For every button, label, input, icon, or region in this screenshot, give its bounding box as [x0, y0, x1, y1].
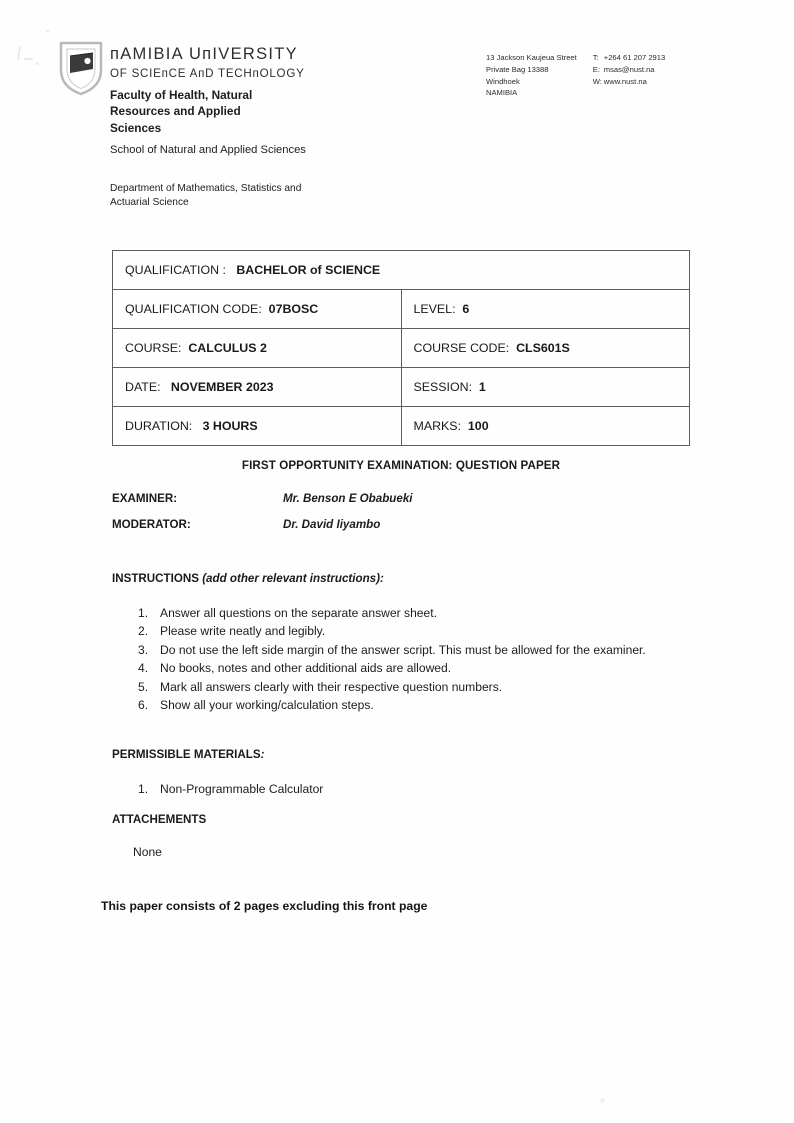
website-row: [593, 76, 665, 88]
list-item: [138, 622, 698, 640]
address-line: Windhoek: [486, 76, 520, 86]
course-code-label: COURSE CODE:: [413, 341, 510, 355]
contact-channels: [593, 52, 665, 99]
school-name: School of Natural and Applied Sciences: [110, 144, 306, 156]
contact-block: [486, 52, 665, 99]
list-item: [138, 678, 698, 696]
address-line: Private Bag 13388: [486, 64, 549, 74]
department-name: Department of Mathematics, Statistics and Actuarial Science: [110, 183, 302, 208]
list-item: [138, 696, 698, 714]
permissible-materials-heading-note: :: [260, 748, 265, 761]
nust-shield-crest-logo-icon: [58, 40, 104, 96]
list-item-number: 1.: [138, 782, 149, 796]
instructions-list: [138, 604, 698, 714]
list-item: [138, 659, 698, 677]
institution-name-line1: ᴨAMIBIA UᴨIVERSITY: [110, 45, 298, 63]
document-header: [0, 0, 794, 215]
institution-name: [110, 45, 410, 81]
moderator-name: Dr. David Iiyambo: [283, 518, 381, 531]
session-cell: [401, 368, 690, 407]
level-cell: [401, 290, 690, 329]
table-row-qualification-code: [113, 290, 690, 329]
list-item-text: Show all your working/calculation steps.: [160, 697, 374, 712]
qualification-value: BACHELOR of SCIENCE: [236, 263, 381, 277]
exam-info-table: [112, 250, 690, 446]
list-item: [138, 641, 698, 659]
table-row-duration: [113, 407, 690, 446]
course-cell: [113, 329, 402, 368]
staff-block: [112, 492, 690, 544]
postal-address: [486, 52, 577, 99]
phone-row: [593, 52, 665, 64]
qualification-cell: [113, 251, 690, 290]
examiner-label: EXAMINER:: [112, 492, 178, 505]
list-item-number: 2.: [138, 624, 149, 639]
list-item: [138, 604, 698, 622]
instructions-heading-note: (add other relevant instructions):: [202, 572, 384, 585]
faculty-name: Faculty of Health, Natural Resources and Applied Sciences: [110, 88, 253, 135]
attachements-value: None: [133, 845, 162, 859]
page-count-note: This paper consists of 2 pages excluding this front page: [101, 899, 428, 913]
marks-cell: [401, 407, 690, 446]
list-item-text: No books, notes and other additional aids are allowed.: [160, 661, 452, 676]
date-cell: [113, 368, 402, 407]
course-code-value: CLS601S: [516, 341, 570, 355]
institution-name-line2: OF SCIEᴨCE AᴨD TECHᴨOLOGY: [110, 66, 305, 80]
instructions-heading-main: INSTRUCTIONS: [112, 572, 199, 585]
course-value: CALCULUS 2: [188, 341, 267, 355]
table-row-qualification: [113, 251, 690, 290]
list-item-number: 6.: [138, 697, 149, 712]
date-value: NOVEMBER 2023: [170, 380, 274, 394]
examiner-row: [112, 492, 690, 505]
moderator-row: [112, 518, 690, 531]
permissible-materials-heading-main: PERMISSIBLE MATERIALS: [112, 748, 261, 761]
email-value: msas@nust.na: [603, 64, 655, 74]
level-label: LEVEL:: [413, 302, 456, 316]
list-item-number: 1.: [138, 606, 149, 620]
list-item-text: Mark all answers clearly with their respective question numbers.: [160, 679, 503, 694]
instructions-heading: [112, 572, 384, 585]
session-value: 1: [478, 380, 486, 394]
address-line: 13 Jackson Kaujeua Street: [486, 53, 577, 62]
exam-paper-title: FIRST OPPORTUNITY EXAMINATION: QUESTION PAPER: [241, 459, 561, 472]
list-item-number: 5.: [138, 679, 149, 694]
website-value: www.nust.na: [603, 76, 647, 86]
attachements-heading: ATTACHEMENTS: [112, 813, 207, 826]
website-label: W:: [592, 76, 602, 86]
marks-value: 100: [467, 419, 489, 433]
level-value: 6: [462, 302, 470, 316]
course-code-cell: [401, 329, 690, 368]
list-item-text: Answer all questions on the separate answer sheet.: [160, 606, 437, 620]
qualification-code-label: QUALIFICATION CODE:: [125, 302, 262, 316]
phone-label: T:: [592, 53, 599, 62]
duration-value: 3 HOURS: [202, 419, 258, 433]
list-item-text: Do not use the left side margin of the answer script. This must be allowed for the examiner.: [160, 642, 646, 657]
list-item-number: 3.: [138, 642, 149, 657]
email-row: [593, 64, 665, 76]
course-label: COURSE:: [125, 341, 182, 355]
moderator-label: MODERATOR:: [112, 518, 191, 531]
list-item: [138, 780, 538, 798]
qualification-code-value: 07BOSC: [268, 302, 319, 316]
duration-cell: [113, 407, 402, 446]
list-item-number: 4.: [138, 661, 149, 676]
phone-value: +264 61 207 2913: [603, 53, 666, 62]
marks-label: MARKS:: [413, 419, 462, 433]
address-line: NAMIBIA: [486, 88, 518, 98]
session-label: SESSION:: [413, 380, 473, 394]
examiner-name: Mr. Benson E Obabueki: [283, 492, 413, 505]
email-label: E:: [592, 64, 600, 74]
list-item-text: Please write neatly and legibly.: [160, 624, 326, 639]
permissible-materials-list: [138, 780, 538, 798]
table-row-date: [113, 368, 690, 407]
permissible-materials-heading: [112, 748, 264, 761]
table-row-course: [113, 329, 690, 368]
qualification-label: QUALIFICATION :: [125, 263, 226, 277]
duration-label: DURATION:: [125, 419, 193, 433]
qualification-code-cell: [113, 290, 402, 329]
scan-artifact: [600, 1098, 605, 1103]
date-label: DATE:: [125, 380, 161, 394]
list-item-text: Non-Programmable Calculator: [160, 782, 324, 796]
